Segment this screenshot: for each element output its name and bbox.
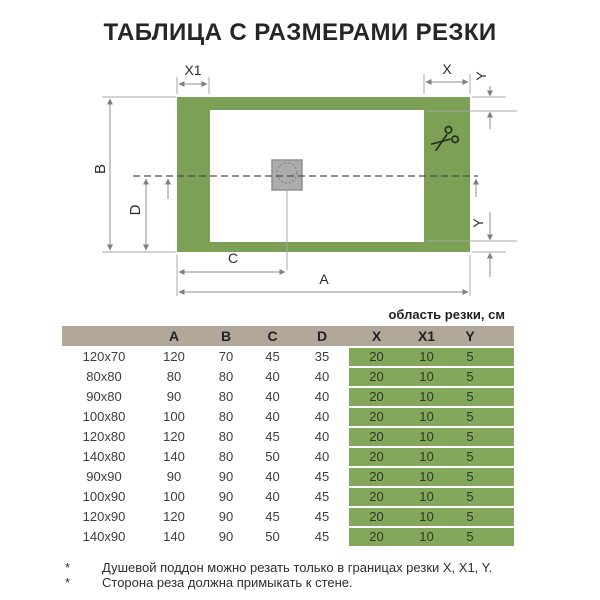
dim-label-x1: X1 <box>184 62 202 78</box>
cell-c: 40 <box>265 369 280 384</box>
cell-b: 80 <box>218 389 234 404</box>
cell-y: 5 <box>449 388 514 406</box>
cell-c: 40 <box>265 409 280 424</box>
cell-x: 20 <box>349 408 404 426</box>
col-header-c: C <box>267 328 278 344</box>
dim-label-b: B <box>92 164 109 175</box>
col-header-y: Y <box>465 328 475 344</box>
cell-c: 40 <box>265 389 280 404</box>
cell-y: 5 <box>449 468 514 486</box>
cell-d: 45 <box>314 509 330 524</box>
dim-label-x: X <box>442 61 452 77</box>
cell-x1: 10 <box>404 468 449 486</box>
row-size-label: 140x80 <box>82 449 126 464</box>
row-size-label: 90x90 <box>86 469 122 484</box>
cell-x: 20 <box>349 448 404 466</box>
table-row <box>62 348 514 366</box>
cell-c: 50 <box>265 449 280 464</box>
row-size-label: 120x70 <box>82 349 126 364</box>
cell-x: 20 <box>349 388 404 406</box>
cell-x1: 10 <box>404 528 449 546</box>
cell-y: 5 <box>449 428 514 446</box>
cell-b: 90 <box>218 469 234 484</box>
cell-y: 5 <box>449 408 514 426</box>
cell-b: 80 <box>218 369 234 384</box>
row-size-label: 80x80 <box>86 369 122 384</box>
cell-y: 5 <box>449 368 514 386</box>
col-header-size <box>62 326 146 346</box>
cell-y: 5 <box>449 348 514 366</box>
row-size-label: 120x90 <box>82 509 126 524</box>
cell-x1: 10 <box>404 508 449 526</box>
cell-x: 20 <box>349 508 404 526</box>
col-header-d: D <box>316 328 328 344</box>
footnote-2 <box>62 575 532 590</box>
cell-x: 20 <box>349 488 404 506</box>
dim-label-a: A <box>319 271 329 287</box>
table-row <box>62 468 514 486</box>
dim-label-c: C <box>227 250 239 266</box>
footnote-1-marker: * <box>65 560 71 575</box>
table-row <box>62 488 514 506</box>
cell-a: 120 <box>163 509 185 524</box>
cell-b: 90 <box>218 509 234 524</box>
cell-a: 90 <box>166 469 182 484</box>
cell-d: 40 <box>314 409 330 424</box>
cell-d: 40 <box>314 449 330 464</box>
cell-b: 90 <box>218 529 234 544</box>
cell-x1: 10 <box>404 428 449 446</box>
cell-x: 20 <box>349 368 404 386</box>
cell-x1: 10 <box>404 348 449 366</box>
page-title: ТАБЛИЦА С РАЗМЕРАМИ РЕЗКИ <box>103 19 497 46</box>
dim-label-y-top: Y <box>473 71 489 81</box>
table-row <box>62 428 514 446</box>
cell-b: 80 <box>218 409 234 424</box>
cell-d: 45 <box>314 529 330 544</box>
size-table <box>62 326 514 546</box>
cell-x1: 10 <box>404 408 449 426</box>
cell-y: 5 <box>449 448 514 466</box>
row-size-label: 120x80 <box>82 429 126 444</box>
table-row <box>62 368 514 386</box>
cell-d: 35 <box>314 349 330 364</box>
cell-c: 45 <box>265 509 280 524</box>
cell-d: 45 <box>314 489 330 504</box>
footnote-1 <box>62 560 532 575</box>
cell-x1: 10 <box>404 448 449 466</box>
row-size-label: 100x90 <box>82 489 126 504</box>
cell-x1: 10 <box>404 388 449 406</box>
cut-region-label: область резки, см <box>388 307 505 322</box>
cell-a: 90 <box>166 389 182 404</box>
col-header-x1: X1 <box>417 328 436 344</box>
cell-x: 20 <box>349 468 404 486</box>
cell-c: 50 <box>265 529 280 544</box>
row-size-label: 90x80 <box>86 389 122 404</box>
drain-icon <box>272 160 302 190</box>
cell-c: 40 <box>265 489 280 504</box>
cell-y: 5 <box>449 508 514 526</box>
cell-c: 45 <box>265 349 280 364</box>
cell-y: 5 <box>449 488 514 506</box>
cell-d: 40 <box>314 429 330 444</box>
cell-a: 100 <box>163 489 185 504</box>
cell-c: 40 <box>265 469 280 484</box>
dim-label-d: D <box>127 204 144 216</box>
col-header-b: B <box>220 328 232 344</box>
cell-c: 45 <box>265 429 280 444</box>
col-header-a: A <box>168 328 180 344</box>
cell-a: 140 <box>163 529 185 544</box>
cell-d: 45 <box>314 469 330 484</box>
cell-a: 100 <box>163 409 185 424</box>
footnote-2-text: Сторона реза должна примыкать к стене. <box>102 575 353 590</box>
footnote-1-text: Душевой поддон можно резать только в границах резки X, X1, Y. <box>102 560 493 575</box>
table-row <box>62 528 514 546</box>
cell-a: 120 <box>163 429 185 444</box>
row-size-label: 140x90 <box>82 529 126 544</box>
cell-x1: 10 <box>404 368 449 386</box>
cell-x: 20 <box>349 528 404 546</box>
table-row <box>62 408 514 426</box>
cell-d: 40 <box>314 389 330 404</box>
cell-a: 80 <box>166 369 182 384</box>
cell-b: 80 <box>218 429 234 444</box>
table-row <box>62 508 514 526</box>
cell-y: 5 <box>449 528 514 546</box>
cell-x: 20 <box>349 428 404 446</box>
cell-x: 20 <box>349 348 404 366</box>
table-header <box>62 326 514 346</box>
table-row <box>62 388 514 406</box>
table-body <box>62 348 514 546</box>
cell-b: 70 <box>218 349 234 364</box>
cell-b: 90 <box>218 489 234 504</box>
cell-b: 80 <box>218 449 234 464</box>
table-row <box>62 448 514 466</box>
cell-a: 140 <box>163 449 185 464</box>
row-size-label: 100x80 <box>82 409 126 424</box>
col-header-x: X <box>371 328 382 344</box>
footnote-2-marker: * <box>65 575 71 590</box>
dim-label-y-bottom: Y <box>470 218 486 228</box>
cell-a: 120 <box>163 349 185 364</box>
cell-d: 40 <box>314 369 330 384</box>
cell-x1: 10 <box>404 488 449 506</box>
